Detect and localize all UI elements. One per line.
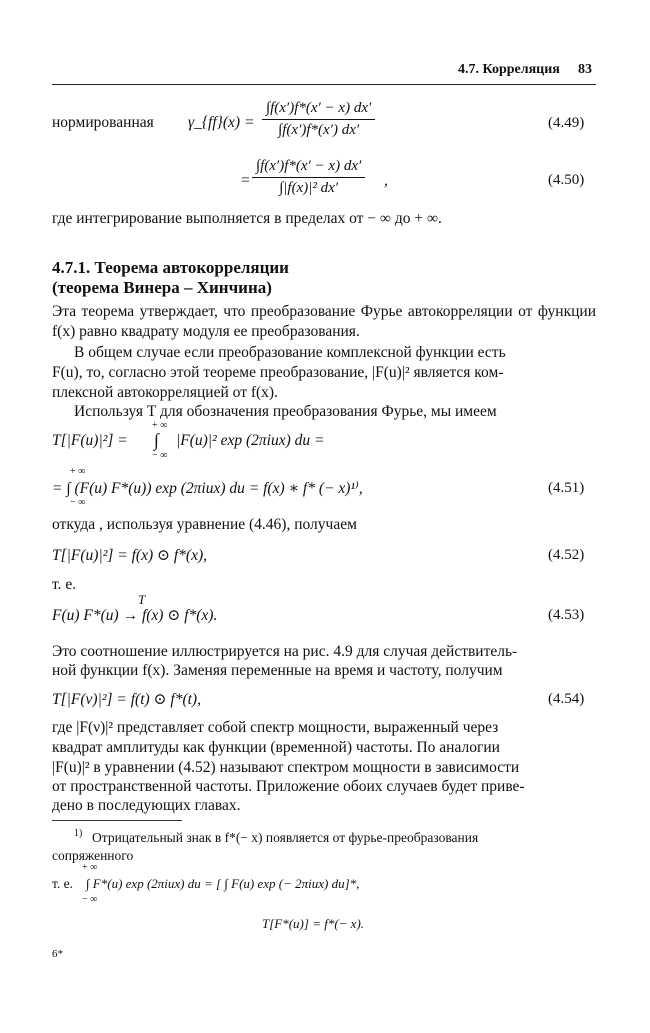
- eq451b-lower-limit: − ∞: [70, 497, 86, 508]
- eq453-number: (4.53): [548, 607, 585, 623]
- eq449-number: (4.49): [548, 115, 585, 131]
- printer-signature: 6*: [52, 948, 63, 960]
- eq450-comma: ,: [384, 172, 388, 189]
- footnote-equation: ∫ F*(u) exp (2πiux) du = [ ∫ F(u) exp (− 2πiux) du]*,: [86, 876, 360, 891]
- paragraph-general-case-2: F(u), то, согласно этой теореме преобразование, |F(u)|² является ком-: [52, 364, 504, 381]
- footnote-rule: [52, 820, 182, 821]
- eq451a-lower-limit: − ∞: [152, 450, 168, 461]
- footnote-line-1: Отрицательный знак в f*(− x) появляется от фурье-преобразования: [92, 830, 479, 845]
- header-rule: [52, 84, 596, 85]
- eq449-numerator: ∫f(x′)f*(x′ − x) dx′: [262, 100, 375, 120]
- footnote-line-2: сопряженного: [52, 848, 134, 863]
- integral-sign: ∫: [154, 430, 159, 450]
- eq451a-upper-limit: + ∞: [152, 420, 168, 431]
- paragraph-power-spectrum-2: квадрат амплитуды как функции (временной) частоты. По аналогии: [52, 739, 500, 756]
- eq451b-body: = ∫ (F(u) F*(u)) exp (2πiux) du = f(x) ∗ f* (− x)¹⁾,: [52, 480, 363, 497]
- eq450-denominator: ∫|f(x)|² dx′: [279, 180, 339, 196]
- eq450-numerator: ∫f(x′)f*(x′ − x) dx′: [252, 158, 365, 178]
- paragraph-power-spectrum-1: где |F(ν)|² представляет собой спектр мощности, выраженный через: [52, 719, 499, 736]
- eq450-lhs: =: [240, 172, 251, 189]
- eq454-body: T[|F(ν)|²] = f(t) ⊙ f*(t),: [52, 691, 201, 708]
- paragraph-power-spectrum-4: от пространственной частоты. Приложение обоих случаев будет приве-: [52, 778, 525, 795]
- normalized-label: нормированная: [52, 114, 154, 131]
- eq453-transform-label: T: [138, 592, 146, 607]
- eq451b-upper-limit: + ∞: [70, 466, 86, 477]
- eq450-number: (4.50): [548, 172, 585, 188]
- eq452-number: (4.52): [548, 547, 585, 563]
- integration-limits-text: где интегрирование выполняется в пределах от − ∞ до + ∞.: [52, 210, 442, 227]
- footnote-marker: 1): [74, 828, 83, 839]
- paragraph-power-spectrum-5: дено в последующих главах.: [52, 797, 241, 814]
- paragraph-power-spectrum-3: |F(u)|² в уравнении (4.52) называют спектром мощности в зависимости: [52, 759, 520, 776]
- eq451a-body: |F(u)|² exp (2πiux) du =: [176, 432, 325, 449]
- eq449-denominator: ∫f(x′)f*(x′) dx′: [278, 122, 360, 138]
- footnote-upper-limit: + ∞: [82, 862, 98, 873]
- subsection-title: 4.7.1. Теорема автокорреляции: [52, 258, 289, 277]
- paragraph-general-case-3: плексной автокорреляцией от f(x).: [52, 384, 278, 401]
- running-head-section: 4.7. Корреляция: [458, 62, 560, 77]
- eq449-lhs: γ_{ff}(x) =: [188, 114, 255, 131]
- eq450-fraction: [252, 158, 365, 197]
- eq451-number: (4.51): [548, 480, 585, 496]
- paragraph-using-T: Используя T для обозначения преобразования Фурье, мы имеем: [74, 403, 497, 420]
- paragraph-general-case-1: В общем случае если преобразование комплексной функции есть: [74, 344, 506, 361]
- footnote-final-equation: T[F*(u)] = f*(− x).: [262, 916, 365, 931]
- text-ie: т. е.: [52, 576, 77, 593]
- footnote-lower-limit: − ∞: [82, 894, 98, 905]
- eq452-body: T[|F(u)|²] = f(x) ⊙ f*(x),: [52, 547, 207, 564]
- text-whence: откуда , используя уравнение (4.46), получаем: [52, 516, 357, 533]
- eq451a-lhs: T[|F(u)|²] =: [52, 432, 128, 449]
- eq453-body: F(u) F*(u) → f(x) ⊙ f*(x).: [52, 607, 218, 624]
- paragraph-illustration-1: Это соотношение иллюстрируется на рис. 4.9 для случая действитель-: [52, 643, 518, 660]
- paragraph-theorem-statement: Эта теорема утверждает, что преобразование Фурье автокорреляции от функции f(x) равно квадрату модуля ее преобразования.: [52, 303, 596, 340]
- eq449-fraction: [262, 100, 375, 139]
- eq454-number: (4.54): [548, 691, 585, 707]
- page-number: 83: [578, 62, 592, 77]
- footnote-ie: т. е.: [52, 876, 74, 891]
- subsection-subtitle: (теорема Винера – Хинчина): [52, 278, 272, 297]
- paragraph-illustration-2: ной функции f(x). Заменяя переменные на время и частоту, получим: [52, 662, 503, 679]
